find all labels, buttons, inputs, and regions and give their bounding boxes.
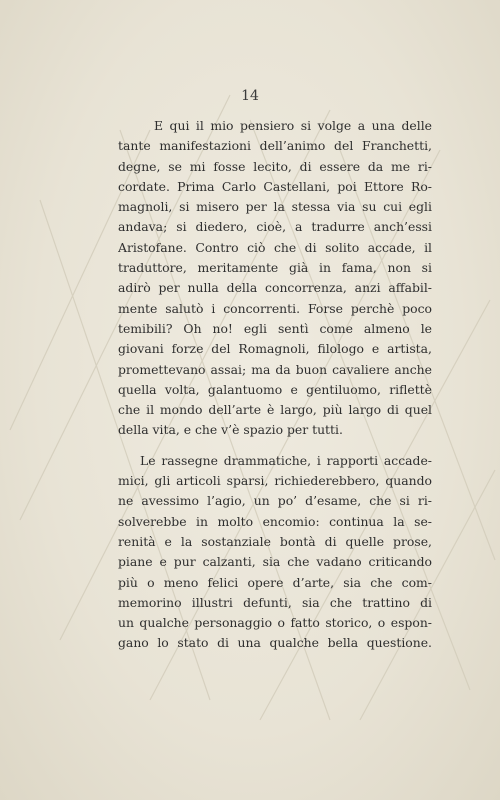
- paragraph-2: [118, 451, 432, 654]
- text-line: magnoli, si misero per la stessa via su cui egli: [118, 199, 432, 215]
- text-line: solverebbe in molto encomio: continua la se-: [118, 513, 432, 529]
- text-line: giovani forze del Romagnoli, filologo e artista,: [118, 341, 432, 357]
- text-line: che il mondo dell’arte è largo, più largo di quel: [118, 402, 432, 418]
- text-line: promettevano assai; ma da buon cavaliere anche: [118, 361, 432, 377]
- page-number: 14: [241, 88, 259, 104]
- text-line: E qui il mio pensiero si volge a una delle: [154, 118, 432, 133]
- text-line: memorino illustri defunti, sia che trattino di: [118, 594, 432, 610]
- text-line: della vita, e che v’è spazio per tutti.: [118, 422, 343, 438]
- text-line: cordate. Prima Carlo Castellani, poi Ettore Ro-: [118, 178, 432, 194]
- text-line: ne avessimo l’agio, un po’ d’esame, che si ri-: [118, 493, 432, 509]
- text-line: renità e la sostanziale bontà di quelle prose,: [118, 533, 432, 549]
- paragraph-gap: [118, 441, 432, 451]
- text-line: mici, gli articoli sparsi, richiederebbero, quando: [118, 473, 432, 489]
- text-line: Le rassegne drammatiche, i rapporti accade-: [140, 452, 432, 468]
- text-line: degne, se mi fosse lecito, di essere da me ri-: [118, 158, 432, 174]
- text-line: andava; si diedero, cioè, a tradurre anch’essi: [118, 219, 432, 235]
- text-line: traduttore, meritamente già in fama, non si: [118, 260, 432, 276]
- text-line: Aristofane. Contro ciò che di solito accade, il: [118, 239, 432, 255]
- text-line: tante manifestazioni dell’animo del Franchetti,: [118, 138, 432, 154]
- text-line: mente salutò i concorrenti. Forse perchè poco: [118, 300, 432, 316]
- text-line: più o meno felici opere d’arte, sia che com-: [118, 574, 432, 590]
- paragraph-1: [118, 116, 432, 441]
- text-line: un qualche personaggio o fatto storico, o espon-: [118, 615, 432, 631]
- text-line: adirò per nulla della concorrenza, anzi affabil-: [118, 280, 432, 296]
- body-text: [118, 116, 432, 654]
- text-line: gano lo stato di una qualche bella questione.: [118, 635, 432, 651]
- text-line: temibili? Oh no! egli sentì come almeno le: [118, 320, 432, 336]
- text-line: quella volta, galantuomo e gentiluomo, riflettè: [118, 381, 432, 397]
- text-line: piane e pur calzanti, sia che vadano criticando: [118, 554, 432, 570]
